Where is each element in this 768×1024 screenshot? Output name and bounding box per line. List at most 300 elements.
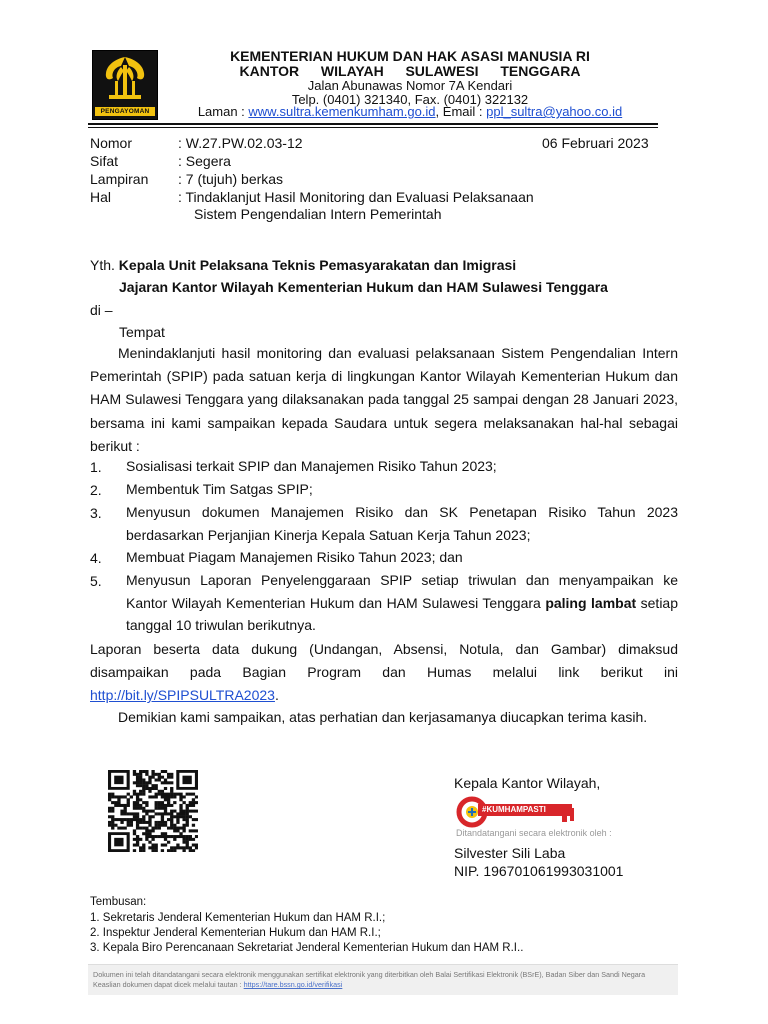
qr-module (161, 790, 164, 793)
qr-module (145, 821, 148, 824)
qr-module (139, 849, 142, 852)
qr-module (114, 804, 117, 807)
qr-module (158, 773, 161, 776)
qr-module (120, 827, 123, 830)
qr-module (167, 781, 170, 784)
list-item: Sosialisasi terkait SPIP dan Manajemen Risiko Tahun 2023; (126, 458, 497, 474)
qr-module (127, 812, 130, 815)
qr-module (182, 810, 185, 813)
qr-module (161, 793, 164, 796)
qr-module (192, 798, 195, 801)
qr-module (161, 807, 164, 810)
qr-module (164, 821, 167, 824)
qr-module (139, 804, 142, 807)
qr-module (173, 827, 176, 830)
qr-module (195, 844, 198, 847)
qr-module (164, 807, 167, 810)
qr-code-graphic (108, 770, 198, 852)
qr-module (108, 798, 111, 801)
ministry-logo (92, 50, 158, 120)
qr-module (136, 818, 139, 821)
qr-module (151, 810, 154, 813)
kumhampasti-badge: #KUMHAMPASTI (478, 804, 572, 816)
qr-module (192, 810, 195, 813)
qr-module (170, 824, 173, 827)
qr-module (133, 773, 136, 776)
qr-module (151, 827, 154, 830)
qr-module (142, 844, 145, 847)
qr-module (182, 835, 185, 838)
qr-module (158, 827, 161, 830)
qr-module (114, 795, 117, 798)
qr-module (158, 812, 161, 815)
qr-module (120, 795, 123, 798)
email-link[interactable]: ppl_sultra@yahoo.co.id (486, 104, 623, 119)
qr-module (173, 815, 176, 818)
qr-module (164, 810, 167, 813)
qr-module (151, 784, 154, 787)
qr-module (176, 829, 179, 832)
qr-module (117, 798, 120, 801)
qr-module (120, 810, 123, 813)
qr-module (136, 778, 139, 781)
qr-module (195, 810, 198, 813)
qr-module (173, 846, 176, 849)
qr-module (120, 818, 123, 821)
office-name-text: KANTOR WILAYAH SULAWESI TENGGARA (239, 63, 581, 79)
qr-code (108, 770, 198, 852)
qr-module (164, 804, 167, 807)
qr-module (173, 849, 176, 852)
qr-module (148, 832, 151, 835)
qr-module (182, 829, 185, 832)
qr-module (124, 812, 127, 815)
qr-module (170, 810, 173, 813)
qr-module (139, 778, 142, 781)
qr-module (145, 812, 148, 815)
qr-module (133, 815, 136, 818)
qr-module (173, 829, 176, 832)
qr-module (176, 827, 179, 830)
qr-module (167, 812, 170, 815)
website-link[interactable]: www.sultra.kemenkumham.go.id (248, 104, 436, 119)
qr-module (182, 812, 185, 815)
hal-value-line2: Sistem Pengendalian Intern Pemerintah (194, 206, 442, 222)
qr-module (195, 795, 198, 798)
qr-module (139, 821, 142, 824)
qr-module (192, 793, 195, 796)
qr-module (186, 844, 189, 847)
qr-module (120, 821, 123, 824)
qr-module (164, 838, 167, 841)
qr-module (155, 812, 158, 815)
qr-module (117, 827, 120, 830)
web-prefix: Laman : (197, 104, 249, 119)
qr-module (161, 818, 164, 821)
qr-module (148, 846, 151, 849)
qr-module (186, 815, 189, 818)
qr-module (164, 844, 167, 847)
qr-module (136, 815, 139, 818)
qr-module (164, 835, 167, 838)
sifat-value: : Segera (178, 153, 231, 169)
qr-module (155, 793, 158, 796)
qr-module (130, 795, 133, 798)
tembusan-item: 3. Kepala Biro Perencanaan Sekretariat Jenderal Kementerian Hukum dan HAM R.I.. (90, 942, 524, 954)
qr-module (127, 818, 130, 821)
qr-module (167, 793, 170, 796)
qr-module (167, 818, 170, 821)
qr-module (170, 846, 173, 849)
qr-module (133, 804, 136, 807)
qr-module (161, 844, 164, 847)
qr-module (142, 770, 145, 773)
qr-module (142, 849, 145, 852)
qr-module (158, 776, 161, 779)
qr-module (161, 781, 164, 784)
qr-module (151, 838, 154, 841)
qr-module (145, 770, 148, 773)
qr-module (142, 827, 145, 830)
qr-module (139, 784, 142, 787)
qr-module (124, 827, 127, 830)
qr-module (167, 798, 170, 801)
addressee-di: di – (90, 302, 113, 318)
qr-module (142, 787, 145, 790)
qr-module (133, 838, 136, 841)
qr-module (108, 815, 111, 818)
nomor-value: : W.27.PW.02.03-12 (178, 135, 303, 151)
qr-module (179, 810, 182, 813)
qr-module (142, 784, 145, 787)
qr-module (186, 804, 189, 807)
qr-module (148, 795, 151, 798)
qr-module (173, 801, 176, 804)
qr-module (161, 812, 164, 815)
qr-module (164, 824, 167, 827)
list-item: Membuat Piagam Manajemen Risiko Tahun 2023; dan (126, 549, 463, 565)
qr-module (124, 818, 127, 821)
qr-module (155, 778, 158, 781)
qr-module (161, 804, 164, 807)
office-contacts (170, 104, 650, 120)
qr-module (155, 784, 158, 787)
qr-module (145, 787, 148, 790)
qr-module (192, 818, 195, 821)
qr-module (111, 818, 114, 821)
qr-module (114, 801, 117, 804)
qr-module (167, 841, 170, 844)
qr-module (170, 821, 173, 824)
qr-module (124, 804, 127, 807)
qr-module (142, 846, 145, 849)
qr-module (108, 795, 111, 798)
qr-module (145, 801, 148, 804)
qr-module (111, 793, 114, 796)
qr-module (176, 821, 179, 824)
qr-module (182, 818, 185, 821)
qr-module (192, 838, 195, 841)
qr-module (182, 846, 185, 849)
qr-module (124, 795, 127, 798)
qr-module (133, 770, 136, 773)
ministry-name: KEMENTERIAN HUKUM DAN HAK ASASI MANUSIA RI (230, 48, 590, 64)
qr-module (182, 838, 185, 841)
qr-module (130, 824, 133, 827)
qr-module (186, 821, 189, 824)
qr-module (182, 815, 185, 818)
qr-module (139, 781, 142, 784)
intro-paragraph: Menindaklanjuti hasil monitoring dan evaluasi pelaksanaan Sistem Pengendalian Intern Pemerintah (SPIP) pada satuan kerja di lingkungan Kantor Wilayah Kementerian Hukum dan HAM Sulawesi Tenggara yang dilaksanakan pada tanggal 25 sampai dengan 28 Januari 2023, bersama ini kami sampaikan kepada Saudara untuk segera melaksanakan hal-hal sebagai berikut : (90, 345, 678, 454)
qr-module (133, 844, 136, 847)
qr-module (148, 810, 151, 813)
qr-module (158, 804, 161, 807)
qr-module (170, 787, 173, 790)
qr-module (155, 827, 158, 830)
qr-module (170, 818, 173, 821)
signatory-name: Silvester Sili Laba (454, 845, 566, 861)
qr-module (136, 824, 139, 827)
qr-module (164, 778, 167, 781)
qr-module (133, 781, 136, 784)
qr-module (155, 849, 158, 852)
qr-module (142, 821, 145, 824)
qr-module (145, 838, 148, 841)
qr-module (192, 801, 195, 804)
list-number: 1. (90, 459, 102, 475)
qr-module (111, 815, 114, 818)
qr-module (167, 849, 170, 852)
qr-module (117, 804, 120, 807)
qr-module (151, 844, 154, 847)
addressee-line2: Jajaran Kantor Wilayah Kementerian Hukum dan HAM Sulawesi Tenggara (119, 279, 608, 295)
qr-module (136, 844, 139, 847)
qr-module (142, 801, 145, 804)
qr-module (176, 793, 179, 796)
qr-module (155, 821, 158, 824)
qr-module (151, 770, 154, 773)
qr-module (136, 827, 139, 830)
qr-module (127, 804, 130, 807)
qr-module (114, 824, 117, 827)
qr-module (148, 835, 151, 838)
closing-paragraph: Demikian kami sampaikan, atas perhatian dan kerjasamanya diucapkan terima kasih. (118, 709, 648, 725)
qr-module (182, 795, 185, 798)
qr-module (189, 801, 192, 804)
qr-module (124, 807, 127, 810)
qr-module (176, 846, 179, 849)
qr-module (186, 810, 189, 813)
qr-module (155, 824, 158, 827)
qr-module (179, 835, 182, 838)
qr-module (151, 846, 154, 849)
qr-module (133, 790, 136, 793)
qr-module (186, 824, 189, 827)
qr-module (164, 798, 167, 801)
qr-module (195, 835, 198, 838)
qr-module (136, 795, 139, 798)
qr-module (192, 849, 195, 852)
qr-finder-pattern (182, 776, 191, 784)
footer-verify-link[interactable]: https://tare.bssn.go.id/verifikasi (243, 980, 343, 989)
lampiran-label: Lampiran (90, 171, 149, 187)
qr-module (173, 835, 176, 838)
qr-module (182, 827, 185, 830)
qr-module (176, 835, 179, 838)
qr-module (186, 807, 189, 810)
qr-module (170, 815, 173, 818)
qr-module (145, 784, 148, 787)
qr-module (186, 846, 189, 849)
qr-module (170, 835, 173, 838)
qr-module (195, 818, 198, 821)
qr-module (161, 835, 164, 838)
qr-module (111, 801, 114, 804)
office-address: Jalan Abunawas Nomor 7A Kendari (307, 78, 513, 93)
qr-module (155, 795, 158, 798)
qr-module (173, 795, 176, 798)
list-item: Membentuk Tim Satgas SPIP; (126, 481, 313, 497)
report-link[interactable]: http://bit.ly/SPIPSULTRA2023 (90, 687, 275, 704)
tembusan-item: 2. Inspektur Jenderal Kementerian Hukum dan HAM R.I.; (90, 927, 381, 939)
qr-module (161, 770, 164, 773)
qr-module (173, 824, 176, 827)
qr-module (108, 810, 111, 813)
qr-module (151, 815, 154, 818)
qr-module (133, 793, 136, 796)
qr-module (170, 773, 173, 776)
qr-module (151, 795, 154, 798)
qr-module (142, 778, 145, 781)
qr-module (145, 829, 148, 832)
footer-line1: Dokumen ini telah ditandatangani secara elektronik menggunakan sertifikat elektronik yang diterbitkan oleh Balai Sertifikasi Elektronik (BSrE), Badan Siber dan Sandi Negara (93, 970, 646, 979)
report-text: Laporan beserta data dukung (Undangan, Absensi, Notula, dan Gambar) dimaksud disampaikan pada Bagian Program dan Humas melalui link berikut ini (90, 641, 678, 681)
letterhead-divider-thin (88, 127, 658, 128)
qr-module (151, 773, 154, 776)
item5-bold: paling lambat (545, 594, 637, 611)
qr-module (173, 838, 176, 841)
qr-module (161, 849, 164, 852)
qr-module (136, 812, 139, 815)
qr-module (170, 776, 173, 779)
qr-module (195, 846, 198, 849)
qr-module (142, 807, 145, 810)
yth-label: Yth. (90, 257, 119, 273)
qr-module (186, 793, 189, 796)
qr-module (114, 818, 117, 821)
qr-module (148, 829, 151, 832)
qr-module (145, 832, 148, 835)
qr-module (155, 801, 158, 804)
qr-module (120, 804, 123, 807)
qr-module (127, 793, 130, 796)
qr-module (167, 773, 170, 776)
report-paragraph (90, 638, 678, 708)
qr-module (158, 790, 161, 793)
qr-module (108, 821, 111, 824)
qr-module (133, 812, 136, 815)
lampiran-value: : 7 (tujuh) berkas (178, 171, 284, 187)
qr-module (133, 807, 136, 810)
qr-module (111, 795, 114, 798)
qr-module (148, 815, 151, 818)
qr-module (148, 841, 151, 844)
qr-module (167, 776, 170, 779)
office-phone: Telp. (0401) 321340, Fax. (0401) 322132 (291, 92, 529, 107)
qr-module (151, 776, 154, 779)
qr-module (170, 790, 173, 793)
qr-module (189, 810, 192, 813)
qr-module (136, 784, 139, 787)
qr-module (189, 849, 192, 852)
qr-module (179, 807, 182, 810)
qr-module (142, 832, 145, 835)
qr-module (167, 795, 170, 798)
list-item (126, 569, 678, 637)
qr-module (158, 778, 161, 781)
qr-module (139, 773, 142, 776)
qr-module (145, 781, 148, 784)
qr-module (133, 832, 136, 835)
qr-module (158, 793, 161, 796)
qr-module (186, 838, 189, 841)
footer-line2 (93, 980, 342, 989)
qr-module (158, 821, 161, 824)
qr-module (170, 781, 173, 784)
electronic-signature-stamp (454, 796, 614, 840)
qr-module (170, 795, 173, 798)
qr-module (142, 815, 145, 818)
qr-module (139, 798, 142, 801)
qr-module (167, 804, 170, 807)
qr-module (170, 793, 173, 796)
qr-module (170, 827, 173, 830)
qr-module (161, 821, 164, 824)
list-number: 5. (90, 573, 102, 589)
qr-module (155, 846, 158, 849)
qr-module (189, 838, 192, 841)
qr-module (151, 849, 154, 852)
qr-module (189, 804, 192, 807)
qr-module (176, 815, 179, 818)
qr-module (142, 818, 145, 821)
qr-module (136, 793, 139, 796)
qr-finder-pattern (114, 838, 123, 846)
qr-module (155, 773, 158, 776)
qr-module (148, 781, 151, 784)
qr-module (117, 818, 120, 821)
qr-module (111, 824, 114, 827)
qr-finder-pattern (114, 776, 123, 784)
addressee-title: Kepala Unit Pelaksana Teknis Pemasyarakatan dan Imigrasi (118, 257, 517, 273)
qr-module (148, 818, 151, 821)
qr-module (161, 801, 164, 804)
qr-module (155, 844, 158, 847)
qr-module (133, 829, 136, 832)
qr-module (192, 829, 195, 832)
email-prefix: , Email : (435, 104, 487, 119)
qr-module (158, 824, 161, 827)
qr-module (179, 832, 182, 835)
qr-module (170, 812, 173, 815)
qr-module (167, 801, 170, 804)
qr-module (148, 787, 151, 790)
qr-module (136, 804, 139, 807)
sifat-label: Sifat (90, 153, 119, 169)
qr-module (179, 798, 182, 801)
qr-module (139, 790, 142, 793)
qr-module (189, 829, 192, 832)
